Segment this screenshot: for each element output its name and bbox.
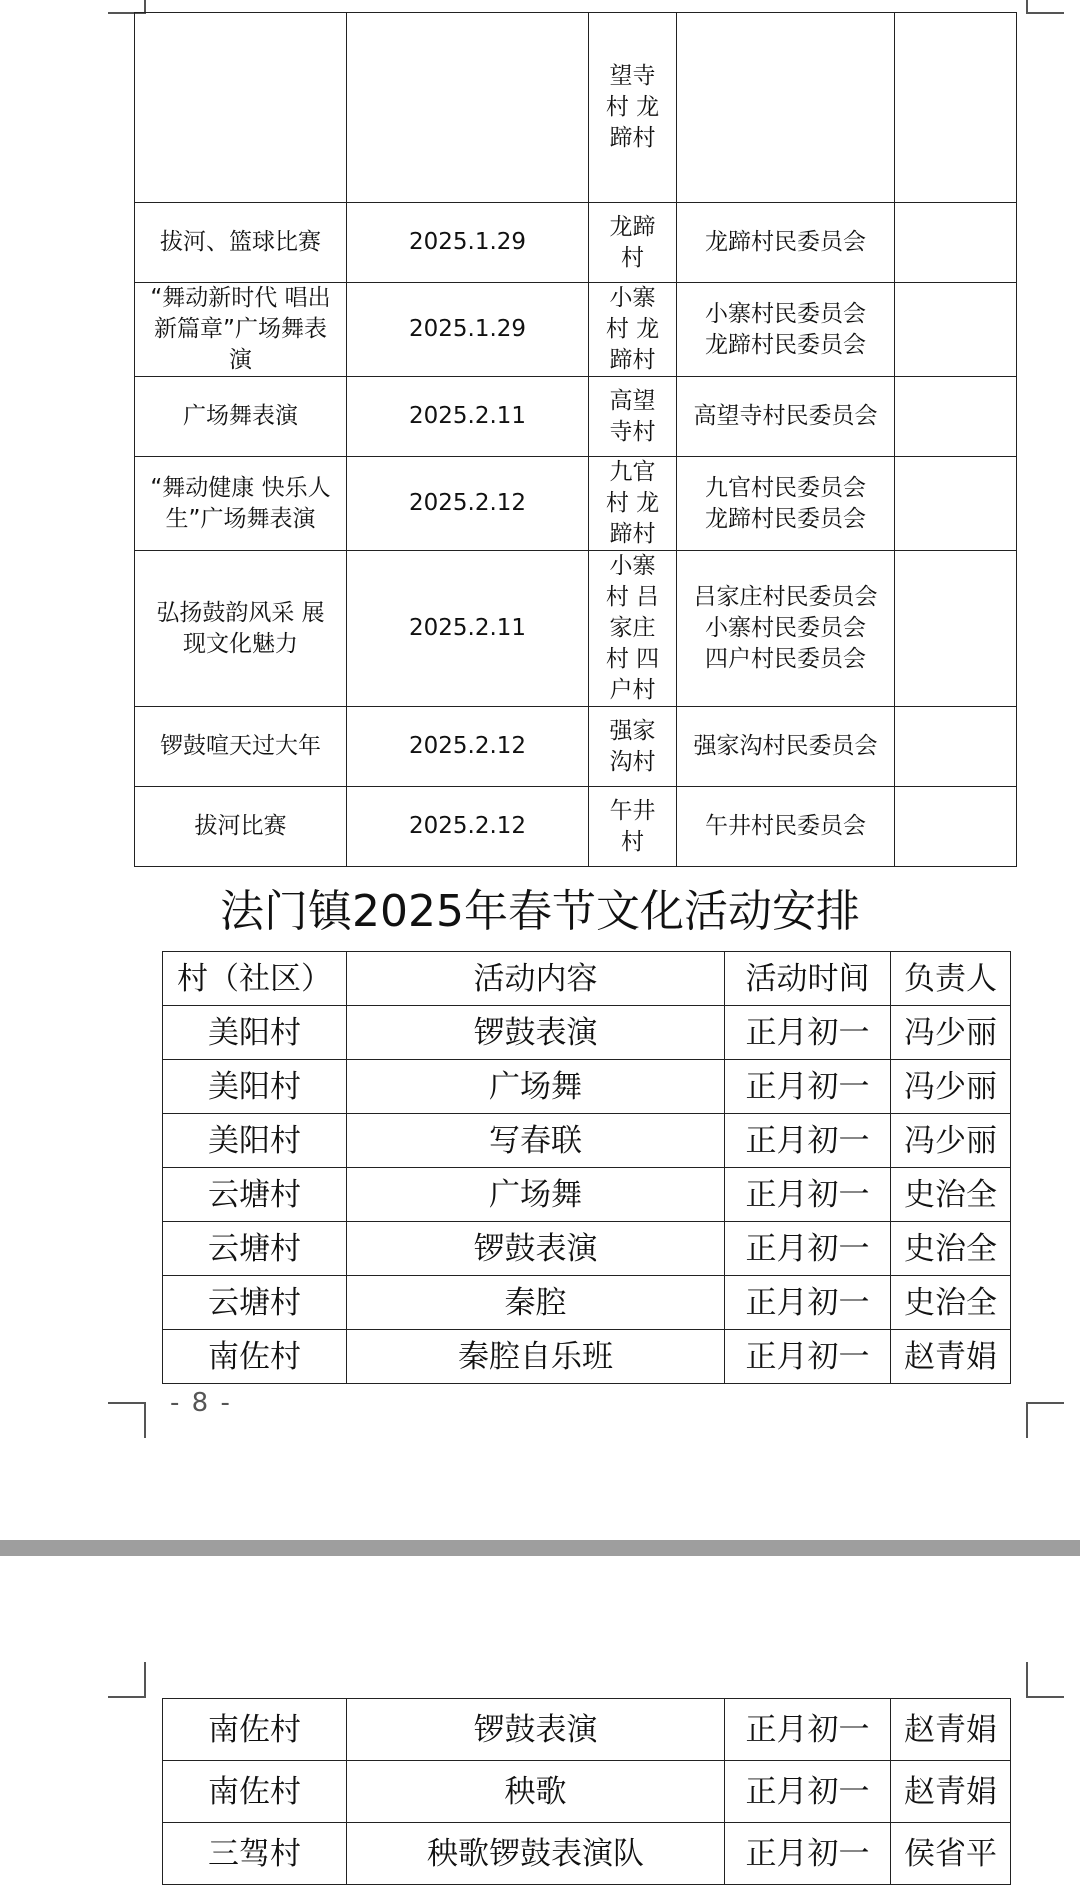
village-cell: 三驾村 <box>163 1823 347 1885</box>
crop-mark-top-right-h <box>1026 12 1064 14</box>
person-cell: 冯少丽 <box>891 1114 1011 1168</box>
spring-festival-schedule-table <box>162 951 1011 1384</box>
crop-mark-top-left <box>144 1662 146 1698</box>
table-cell-organizer: 午井村民委员会 <box>677 787 895 867</box>
table-row <box>163 1699 1011 1761</box>
activity-cell: 秧歌锣鼓表演队 <box>347 1823 725 1885</box>
document-page-9 <box>0 1556 1080 1888</box>
table-cell-note <box>895 707 1017 787</box>
table-row <box>135 377 1017 457</box>
table-cell-activity: “舞动新时代 唱出新篇章”广场舞表演 <box>135 283 347 377</box>
table-cell-note <box>895 203 1017 283</box>
table-cell-activity: “舞动健康 快乐人生”广场舞表演 <box>135 457 347 551</box>
crop-mark-top-right <box>1026 1662 1028 1698</box>
village-cell: 美阳村 <box>163 1006 347 1060</box>
crop-mark-bottom-left-h <box>108 1402 146 1404</box>
table-cell-note <box>895 787 1017 867</box>
page-title: 法门镇2025年春节文化活动安排 <box>220 886 860 937</box>
table-cell-organizer: 小寨村民委员会 龙蹄村民委员会 <box>677 283 895 377</box>
table-cell-activity: 广场舞表演 <box>135 377 347 457</box>
table-cell-village: 望寺村 龙蹄村 <box>589 13 677 203</box>
crop-mark-bottom-right <box>1026 1402 1028 1438</box>
activity-cell: 写春联 <box>347 1114 725 1168</box>
person-cell: 史治全 <box>891 1276 1011 1330</box>
table-cell-note <box>895 551 1017 707</box>
person-cell: 冯少丽 <box>891 1006 1011 1060</box>
table-cell-village: 九官村 龙蹄村 <box>589 457 677 551</box>
table-cell-date <box>347 13 589 203</box>
crop-mark-bottom-right-h <box>1026 1402 1064 1404</box>
table-row <box>163 1222 1011 1276</box>
table-row <box>135 707 1017 787</box>
village-cell: 南佐村 <box>163 1330 347 1384</box>
activity-cell: 秦腔 <box>347 1276 725 1330</box>
time-cell: 正月初一 <box>725 1276 891 1330</box>
table-cell-date: 2025.1.29 <box>347 203 589 283</box>
village-cell: 美阳村 <box>163 1114 347 1168</box>
spring-festival-schedule-table-continued <box>162 1698 1011 1885</box>
activity-cell: 锣鼓表演 <box>347 1222 725 1276</box>
time-cell: 正月初一 <box>725 1006 891 1060</box>
table-cell-activity: 拔河比赛 <box>135 787 347 867</box>
table-cell-organizer: 九官村民委员会 龙蹄村民委员会 <box>677 457 895 551</box>
table-cell-organizer: 强家沟村民委员会 <box>677 707 895 787</box>
table-row <box>163 1823 1011 1885</box>
table-row <box>135 457 1017 551</box>
table-cell-note <box>895 457 1017 551</box>
person-cell: 侯省平 <box>891 1823 1011 1885</box>
village-cell: 云塘村 <box>163 1222 347 1276</box>
table-row <box>135 283 1017 377</box>
column-header: 村（社区） <box>163 952 347 1006</box>
time-cell: 正月初一 <box>725 1330 891 1384</box>
village-cell: 美阳村 <box>163 1060 347 1114</box>
table-cell-organizer <box>677 13 895 203</box>
table-cell-date: 2025.2.12 <box>347 787 589 867</box>
table-row <box>135 203 1017 283</box>
table-row <box>135 13 1017 203</box>
table-cell-date: 2025.2.11 <box>347 377 589 457</box>
table-cell-date: 2025.2.11 <box>347 551 589 707</box>
table-cell-date: 2025.1.29 <box>347 283 589 377</box>
table-row <box>163 1114 1011 1168</box>
activity-cell: 锣鼓表演 <box>347 1699 725 1761</box>
table-row <box>135 551 1017 707</box>
table-row <box>163 1330 1011 1384</box>
table-cell-activity: 拔河、篮球比赛 <box>135 203 347 283</box>
person-cell: 赵青娟 <box>891 1761 1011 1823</box>
table-row <box>135 787 1017 867</box>
time-cell: 正月初一 <box>725 1761 891 1823</box>
table-cell-village: 小寨村 龙蹄村 <box>589 283 677 377</box>
activity-cell: 秧歌 <box>347 1761 725 1823</box>
table-cell-activity <box>135 13 347 203</box>
person-cell: 赵青娟 <box>891 1699 1011 1761</box>
table-cell-village: 小寨村 吕家庄村 四户村 <box>589 551 677 707</box>
page-separator <box>0 1540 1080 1556</box>
column-header: 负责人 <box>891 952 1011 1006</box>
person-cell: 冯少丽 <box>891 1060 1011 1114</box>
table-header-row <box>163 952 1011 1006</box>
table-cell-activity: 弘扬鼓韵风采 展现文化魅力 <box>135 551 347 707</box>
table-cell-note <box>895 283 1017 377</box>
column-header: 活动时间 <box>725 952 891 1006</box>
time-cell: 正月初一 <box>725 1168 891 1222</box>
table-row <box>163 1060 1011 1114</box>
crop-mark-top-right-h <box>1026 1696 1064 1698</box>
table-cell-date: 2025.2.12 <box>347 707 589 787</box>
table-row <box>163 1761 1011 1823</box>
table-cell-village: 强家沟村 <box>589 707 677 787</box>
table-cell-village: 高望寺村 <box>589 377 677 457</box>
time-cell: 正月初一 <box>725 1114 891 1168</box>
table-cell-organizer: 高望寺村民委员会 <box>677 377 895 457</box>
activity-cell: 广场舞 <box>347 1060 725 1114</box>
activity-cell: 秦腔自乐班 <box>347 1330 725 1384</box>
time-cell: 正月初一 <box>725 1060 891 1114</box>
village-cell: 云塘村 <box>163 1168 347 1222</box>
person-cell: 史治全 <box>891 1168 1011 1222</box>
table-row <box>163 1276 1011 1330</box>
column-header: 活动内容 <box>347 952 725 1006</box>
activity-cell: 广场舞 <box>347 1168 725 1222</box>
activity-cell: 锣鼓表演 <box>347 1006 725 1060</box>
table-cell-date: 2025.2.12 <box>347 457 589 551</box>
table-cell-note <box>895 13 1017 203</box>
time-cell: 正月初一 <box>725 1699 891 1761</box>
crop-mark-top-left-h <box>108 1696 146 1698</box>
time-cell: 正月初一 <box>725 1823 891 1885</box>
page-number: - 8 - <box>170 1388 232 1418</box>
table-row <box>163 1006 1011 1060</box>
village-cell: 南佐村 <box>163 1699 347 1761</box>
time-cell: 正月初一 <box>725 1222 891 1276</box>
table-cell-village: 龙蹄村 <box>589 203 677 283</box>
table-cell-note <box>895 377 1017 457</box>
table-cell-organizer: 龙蹄村民委员会 <box>677 203 895 283</box>
village-cell: 南佐村 <box>163 1761 347 1823</box>
table-cell-activity: 锣鼓喧天过大年 <box>135 707 347 787</box>
crop-mark-bottom-left <box>144 1402 146 1438</box>
table-row <box>163 1168 1011 1222</box>
person-cell: 史治全 <box>891 1222 1011 1276</box>
table-cell-organizer: 吕家庄村民委员会 小寨村民委员会 四户村民委员会 <box>677 551 895 707</box>
village-cell: 云塘村 <box>163 1276 347 1330</box>
person-cell: 赵青娟 <box>891 1330 1011 1384</box>
table-cell-village: 午井村 <box>589 787 677 867</box>
village-activity-table <box>134 12 1017 867</box>
